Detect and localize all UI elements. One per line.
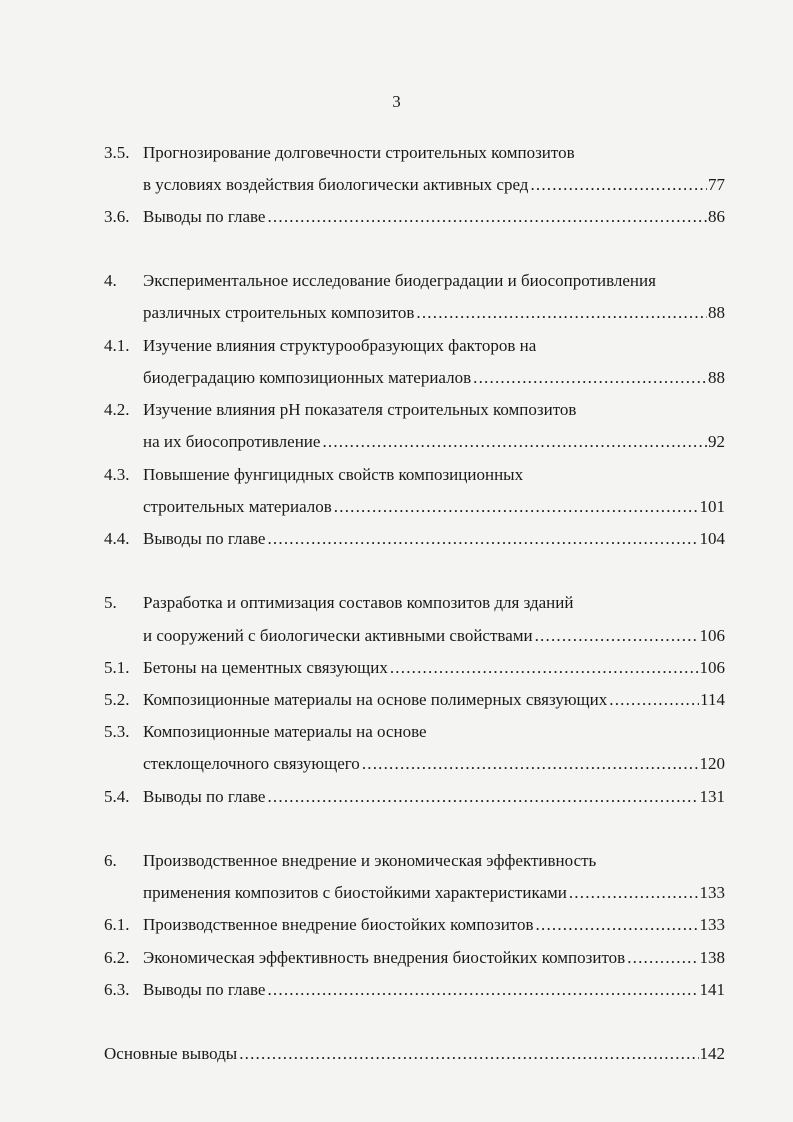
toc-chapter-4-leader (143, 301, 725, 325)
leader-dots (535, 624, 699, 648)
leader-dots (362, 752, 699, 776)
toc-main-conclusions (104, 1042, 725, 1066)
toc-page-number: 88 (708, 368, 725, 387)
toc-entry-title-continued: различных строительных композитов (143, 303, 415, 322)
toc-entry-title-continued: стеклощелочного связующего (143, 754, 360, 773)
page-number: 3 (392, 92, 401, 111)
toc-entry-number: 4. (104, 271, 117, 290)
toc-entry-number: 6. (104, 851, 117, 870)
toc-entry-6-3-leader (143, 978, 725, 1002)
toc-entry-5-3 (0, 720, 793, 744)
toc-entry-number: 3.6. (104, 207, 130, 226)
toc-page-number: 106 (699, 658, 725, 677)
toc-entry-number: 5.2. (104, 690, 130, 709)
toc-page-number: 114 (700, 690, 725, 709)
toc-page-number: 138 (699, 948, 725, 967)
toc-entry-3-5 (0, 141, 793, 165)
toc-entry-5-3-leader (143, 752, 725, 776)
toc-entry-title: Бетоны на цементных связующих (143, 658, 388, 677)
toc-entry-number: 3.5. (104, 143, 130, 162)
toc-page-number: 106 (699, 626, 725, 645)
toc-entry-4-3 (0, 463, 793, 487)
toc-entry-title: Прогнозирование долговечности строительных композитов (143, 143, 575, 162)
leader-dots (267, 978, 698, 1002)
toc-chapter-5 (0, 591, 793, 615)
toc-page-number: 101 (699, 497, 725, 516)
leader-dots (530, 173, 707, 197)
toc-chapter-6-leader (143, 881, 725, 905)
toc-page-number: 133 (699, 883, 725, 902)
toc-page-number: 142 (699, 1044, 725, 1063)
toc-entry-6-1-leader (143, 913, 725, 937)
toc-entry-title: Повышение фунгицидных свойств композиционных (143, 465, 524, 484)
toc-page-number: 88 (708, 303, 725, 322)
toc-entry-title-continued: биодеградацию композиционных материалов (143, 368, 472, 387)
leader-dots (267, 527, 698, 551)
toc-entry-6-2-leader (143, 946, 725, 970)
toc-entry-title: Выводы по главе (143, 980, 266, 999)
toc-entry-title: Разработка и оптимизация составов композитов для зданий (143, 593, 574, 612)
toc-entry-number: 5.3. (104, 722, 130, 741)
toc-entry-title: Выводы по главе (143, 529, 266, 548)
toc-entry-title: Производственное внедрение и экономическая эффективность (143, 851, 597, 870)
toc-entry-title-continued: применения композитов с биостойкими характеристиками (143, 883, 567, 902)
toc-page-number: 141 (699, 980, 725, 999)
toc-page-number: 77 (708, 175, 725, 194)
toc-entry-number: 4.3. (104, 465, 130, 484)
toc-entry-3-5-leader (143, 173, 725, 197)
toc-entry-title: Изучение влияния структурообразующих факторов на (143, 336, 537, 355)
toc-entry-4-3-leader (143, 495, 725, 519)
toc-page-number: 133 (699, 915, 725, 934)
toc-entry-title-continued: строительных материалов (143, 497, 332, 516)
toc-entry-4-1 (0, 334, 793, 358)
toc-chapter-4 (0, 269, 793, 293)
toc-entry-4-1-leader (143, 366, 725, 390)
toc-entry-4-2 (0, 398, 793, 422)
toc-page-number: 120 (699, 754, 725, 773)
leader-dots (416, 301, 707, 325)
toc-entry-number: 6.1. (104, 915, 130, 934)
toc-entry-title-continued: в условиях воздействия биологически активных сред (143, 175, 529, 194)
toc-page-number: 104 (699, 529, 725, 548)
leader-dots (267, 205, 707, 229)
toc-entry-number: 5.1. (104, 658, 130, 677)
leader-dots (473, 366, 707, 390)
toc-entry-title: Композиционные материалы на основе полимерных связующих (143, 690, 608, 709)
toc-entry-title: Производственное внедрение биостойких композитов (143, 915, 534, 934)
leader-dots (569, 881, 699, 905)
toc-entry-4-4-leader (143, 527, 725, 551)
toc-entry-title: Экспериментальное исследование биодеградации и биосопротивления (143, 271, 656, 290)
toc-page-number: 86 (708, 207, 725, 226)
leader-dots (334, 495, 699, 519)
leader-dots (239, 1042, 698, 1066)
toc-entry-number: 6.2. (104, 948, 130, 967)
toc-page-number: 92 (708, 432, 725, 451)
toc-entry-title-continued: и сооружений с биологически активными свойствами (143, 626, 533, 645)
toc-entry-number: 4.4. (104, 529, 130, 548)
toc-entry-number: 4.1. (104, 336, 130, 355)
toc-entry-title: Экономическая эффективность внедрения биостойких композитов (143, 948, 626, 967)
toc-entry-title: Композиционные материалы на основе (143, 722, 427, 741)
toc-entry-3-6-leader (143, 205, 725, 229)
toc-entry-5-4-leader (143, 785, 725, 809)
toc-entry-5-1-leader (143, 656, 725, 680)
toc-entry-title: Изучение влияния pH показателя строительных композитов (143, 400, 577, 419)
toc-entry-5-2-leader (143, 688, 725, 712)
toc-page-number: 131 (699, 787, 725, 806)
toc-entry-title: Выводы по главе (143, 207, 266, 226)
toc-chapter-6 (0, 849, 793, 873)
leader-dots (267, 785, 698, 809)
leader-dots (536, 913, 699, 937)
toc-entry-number: 6.3. (104, 980, 130, 999)
toc-entry-number: 5.4. (104, 787, 130, 806)
leader-dots (322, 430, 707, 454)
toc-entry-number: 4.2. (104, 400, 130, 419)
toc-chapter-5-leader (143, 624, 725, 648)
leader-dots (609, 688, 699, 712)
toc-entry-number: 5. (104, 593, 117, 612)
toc-entry-title-continued: на их биосопротивление (143, 432, 321, 451)
toc-entry-4-2-leader (143, 430, 725, 454)
toc-entry-title: Основные выводы (104, 1044, 238, 1063)
toc-entry-title: Выводы по главе (143, 787, 266, 806)
leader-dots (390, 656, 699, 680)
leader-dots (627, 946, 698, 970)
